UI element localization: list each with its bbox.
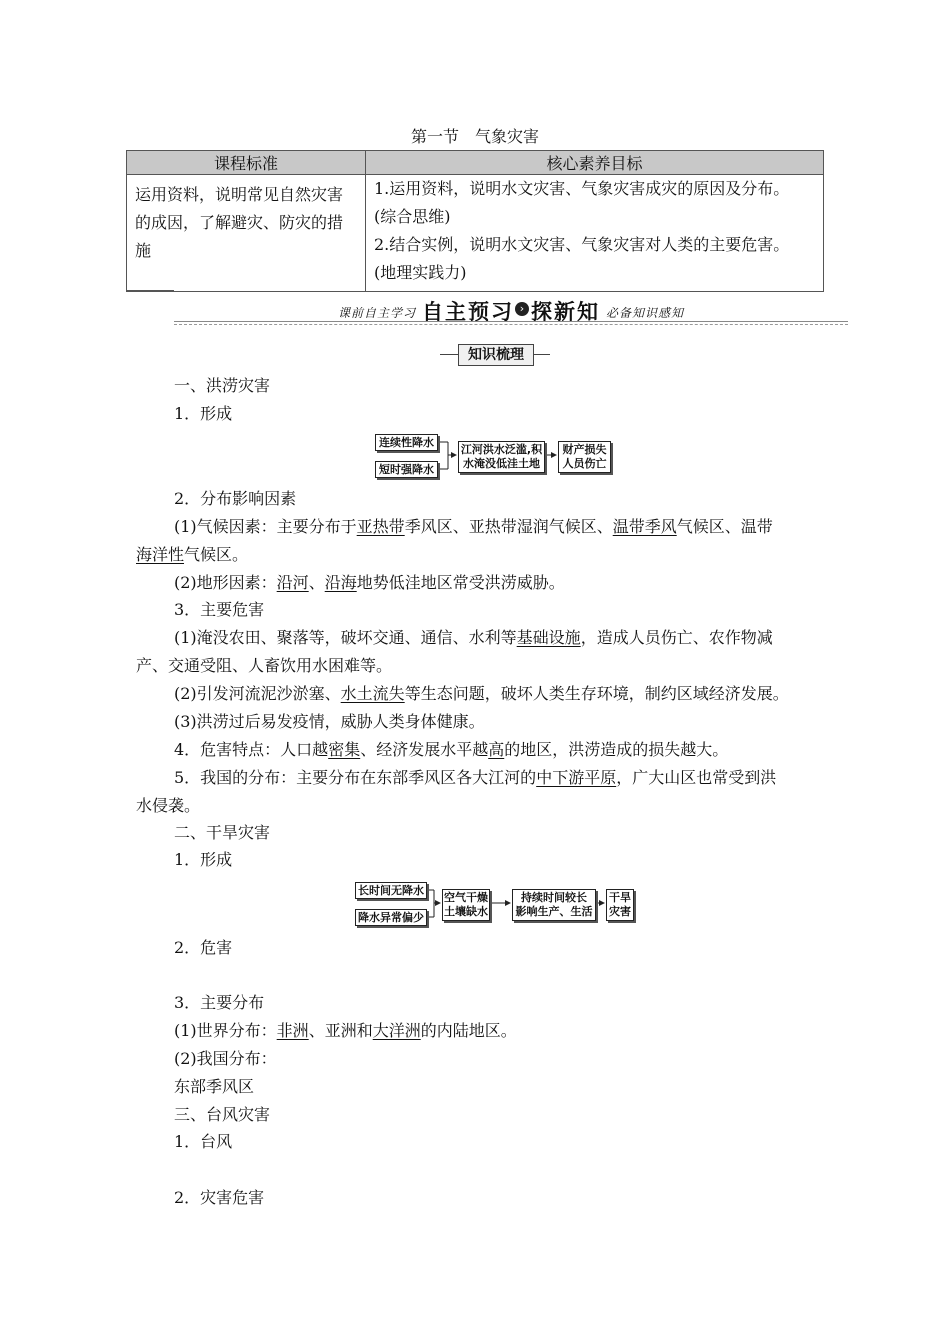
drought-distribution-heading: 3．主要分布 <box>174 993 265 1012</box>
chevron-right-icon: › <box>515 302 529 316</box>
typhoon-harm-heading: 2．灾害危害 <box>174 1188 265 1207</box>
flow2-box-no-rain: 长时间无降水 <box>355 882 427 899</box>
flood-formation-heading: 1．形成 <box>174 404 233 423</box>
banner-left-text: 课前自主学习 <box>338 306 417 320</box>
knowledge-badge: 知识梳理 <box>440 344 550 366</box>
flow1-box-flood: 江河洪水泛滥,积 水淹没低洼土地 <box>458 441 545 473</box>
table-cell-standard: 运用资料，说明常见自然灾害 的成因，了解避灾、防灾的措 施 <box>127 175 366 292</box>
flow1-box-loss: 财产损失 人员伤亡 <box>558 441 611 473</box>
flood-factors-heading: 2．分布影响因素 <box>174 489 297 508</box>
flood-terrain-factor: (2)地形因素：沿河、沿海地势低洼地区常受洪涝威胁。 <box>174 573 565 592</box>
flow2-box-drought: 干旱 灾害 <box>606 889 634 921</box>
flood-china-distribution-cont: 水侵袭。 <box>136 796 201 815</box>
flood-harm-feature: 4．危害特点：人口越密集、经济发展水平越高的地区，洪涝造成的损失越大。 <box>174 740 729 759</box>
table-cell-core-literacy: 1.运用资料，说明水文灾害、气象灾害成灾的原因及分布。 (综合思维) 2.结合实例，说明水文灾害、气象灾害对人类的主要危害。 (地理实践力) <box>366 175 824 292</box>
flow2-box-dry: 空气干燥 土壤缺水 <box>442 889 490 921</box>
flow1-box-short-heavy-rain: 短时强降水 <box>375 461 438 478</box>
typhoon-heading: 1．台风 <box>174 1132 233 1151</box>
banner-right-text: 必备知识感知 <box>606 306 685 320</box>
banner-main-text-1: 自主预习 <box>422 300 514 324</box>
drought-china-distribution: (2)我国分布： <box>174 1049 277 1068</box>
flow2-box-impact: 持续时间较长 影响生产、生活 <box>512 889 596 921</box>
flood-climate-factor-cont: 海洋性气候区。 <box>136 545 249 564</box>
flood-harm-1: (1)淹没农田、聚落等，破坏交通、通信、水利等基础设施，造成人员伤亡、农作物减 <box>174 628 773 647</box>
flood-harm-2: (2)引发河流泥沙淤塞、水土流失等生态问题，破坏人类生存环境，制约区域经济发展。 <box>174 684 789 703</box>
section-heading-drought: 二、干旱灾害 <box>174 823 271 842</box>
flood-harm-heading: 3．主要危害 <box>174 600 265 619</box>
flood-china-distribution: 5．我国的分布：主要分布在东部季风区各大江河的中下游平原，广大山区也常受到洪 <box>174 768 777 787</box>
table-header-core-literacy: 核心素养目标 <box>366 151 824 175</box>
page-title: 第一节 气象灾害 <box>410 127 539 146</box>
section-heading-typhoon: 三、台风灾害 <box>174 1105 271 1124</box>
flow2-box-less-rain: 降水异常偏少 <box>355 909 427 926</box>
flood-climate-factor: (1)气候因素：主要分布于亚热带季风区、亚热带湿润气候区、温带季风气候区、温带 <box>174 517 773 536</box>
section-heading-flood: 一、洪涝灾害 <box>174 376 271 395</box>
drought-harm-heading: 2．危害 <box>174 938 233 957</box>
drought-formation-heading: 1．形成 <box>174 850 233 869</box>
drought-world-distribution: (1)世界分布：非洲、亚洲和大洋洲的内陆地区。 <box>174 1021 517 1040</box>
banner-main-text-2: 探新知 <box>531 300 600 324</box>
flow1-box-continuous-rain: 连续性降水 <box>375 434 438 451</box>
flood-harm-1-cont: 产、交通受阻、人畜饮用水困难等。 <box>136 656 393 675</box>
flood-harm-3: (3)洪涝过后易发疫情，威胁人类身体健康。 <box>174 712 485 731</box>
drought-china-region: 东部季风区 <box>174 1077 255 1096</box>
table-header-standard: 课程标准 <box>127 151 366 175</box>
